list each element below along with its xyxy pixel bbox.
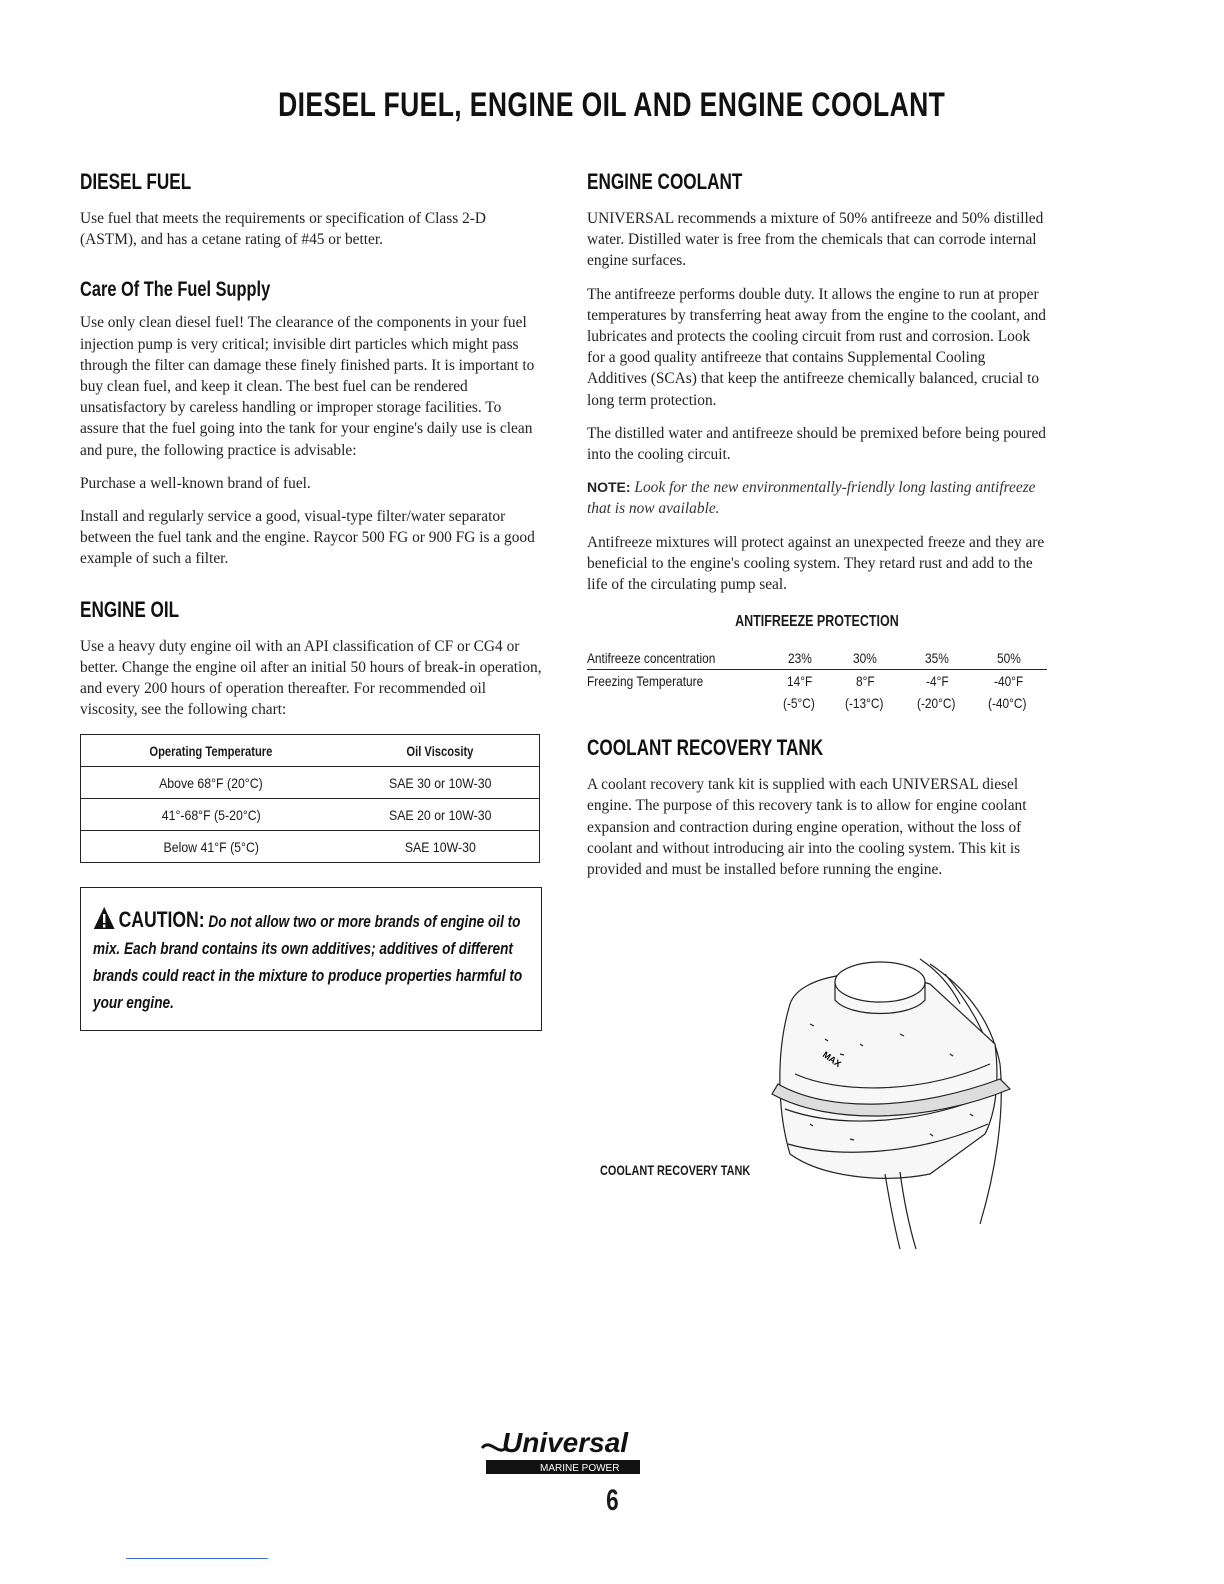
table-cell: -4°F xyxy=(925,673,949,690)
table-row xyxy=(81,799,540,831)
note-label: NOTE: xyxy=(587,479,631,496)
table-cell: SAE 20 or 10W-30 xyxy=(342,799,540,831)
table-cell: Freezing Temperature xyxy=(587,673,704,690)
coolant-paragraph: The antifreeze performs double duty. It allows the engine to run at proper temperatures by transferring heat away from the engine to the coolant, and lubricates and protects the cooling circuit from rust and corrosion. Look for a good quality antifreeze that contains Supplemental Cooling Additives (SCAs) that keep the antifreeze chemically balanced, crucial to long term protection. xyxy=(587,285,1046,409)
coolant-paragraph: Antifreeze mixtures will protect against an unexpected freeze and they are beneficial to the engine's cooling system. They retard rust and add to the life of the circulating pump seal. xyxy=(587,533,1045,594)
table-cell: Antifreeze concentration xyxy=(587,647,772,670)
table-cell: (-40°C) xyxy=(988,695,1027,712)
coolant-tank-figure xyxy=(600,944,1060,1254)
footer-rule xyxy=(126,1558,268,1559)
coolant-paragraph: UNIVERSAL recommends a mixture of 50% antifreeze and 50% distilled water. Distilled water is free from the chemicals that can corrode internal engine surfaces. xyxy=(587,210,1044,270)
table-header: Operating Temperature xyxy=(81,735,342,767)
engine-oil-heading: ENGINE OIL xyxy=(80,596,180,622)
right-column xyxy=(587,168,1047,892)
antifreeze-title: ANTIFREEZE PROTECTION xyxy=(735,613,899,631)
table-cell: SAE 30 or 10W-30 xyxy=(342,767,540,799)
table-cell: (-13°C) xyxy=(844,695,884,712)
table-cell: 23% xyxy=(772,647,831,670)
max-mark: MAX xyxy=(820,1049,843,1070)
universal-logo xyxy=(480,1428,640,1478)
engine-coolant-heading: ENGINE COOLANT xyxy=(587,169,743,194)
table-cell: 30% xyxy=(831,647,903,670)
table-row xyxy=(81,831,540,863)
caution-box xyxy=(80,887,542,1031)
table-cell: (-5°C) xyxy=(782,695,815,712)
table-cell: 8°F xyxy=(856,673,876,690)
table-header: Oil Viscosity xyxy=(342,735,540,767)
care-fuel-heading: Care Of The Fuel Supply xyxy=(80,278,271,302)
table-cell: (-20°C) xyxy=(916,695,956,712)
table-header-row xyxy=(81,735,540,767)
diesel-fuel-intro: Use fuel that meets the requirements or specification of Class 2-D (ASTM), and has a cetane rating of #45 or better. xyxy=(80,210,487,249)
table-row xyxy=(81,767,540,799)
caution-text: Do not allow two or more brands of engine oil to mix. Each brand contains its own additives; additives of different brands could react in the mixture to produce properties harmful to your engine. xyxy=(93,912,523,1013)
table-cell: 50% xyxy=(975,647,1047,670)
care-fuel-paragraph: Install and regularly service a good, visual-type filter/water separator between the fuel tank and the engine. Raycor 500 FG or 900 FG is a good example of such a filter. xyxy=(80,508,535,568)
caution-label: CAUTION: xyxy=(118,907,205,933)
table-row xyxy=(587,647,1047,670)
table-cell: 35% xyxy=(903,647,975,670)
svg-text:MARINE POWER: MARINE POWER xyxy=(540,1463,620,1474)
table-row xyxy=(587,670,1047,693)
recovery-tank-paragraph: A coolant recovery tank kit is supplied with each UNIVERSAL diesel engine. The purpose of this recovery tank is to allow for engine coolant expansion and contraction during engine operation, without the loss of coolant and without introducing air into the cooling system. This kit is provided and must be installed before running the engine. xyxy=(587,776,1027,879)
left-column xyxy=(80,168,542,1031)
table-cell: -40°F xyxy=(993,673,1024,690)
table-cell: Above 68°F (20°C) xyxy=(81,767,342,799)
table-cell xyxy=(587,692,772,714)
table-row xyxy=(587,692,1047,714)
recovery-tank-heading: COOLANT RECOVERY TANK xyxy=(587,735,824,761)
table-cell: Below 41°F (5°C) xyxy=(81,831,342,863)
svg-text:Universal: Universal xyxy=(502,1428,629,1458)
note-text: Look for the new environmentally-friendly long lasting antifreeze that is now available. xyxy=(587,479,1036,518)
table-cell: 41°-68°F (5-20°C) xyxy=(81,799,342,831)
oil-viscosity-table xyxy=(80,734,540,863)
page-number: 6 xyxy=(605,1484,619,1517)
figure-caption: COOLANT RECOVERY TANK xyxy=(600,1162,751,1178)
page-title: DIESEL FUEL, ENGINE OIL AND ENGINE COOLANT xyxy=(278,86,946,124)
diesel-fuel-heading: DIESEL FUEL xyxy=(80,169,192,194)
coolant-note xyxy=(587,477,1047,519)
engine-oil-paragraph: Use a heavy duty engine oil with an API classification of CF or CG4 or better. Change the engine oil after an initial 50 hours of break-in operation, and every 200 hours of operation thereafter. For recommended oil viscosity, see the following chart: xyxy=(80,637,542,719)
table-cell: 14°F xyxy=(786,673,813,690)
warning-triangle-icon xyxy=(93,906,115,930)
care-fuel-paragraph: Purchase a well-known brand of fuel. xyxy=(80,474,311,492)
table-cell: SAE 10W-30 xyxy=(342,831,540,863)
coolant-tank-illustration xyxy=(600,944,1060,1254)
antifreeze-table xyxy=(587,647,1047,714)
care-fuel-paragraph: Use only clean diesel fuel! The clearance of the components in your fuel injection pump is very critical; invisible dirt particles which might pass through the filter can damage these finely finished parts. It is important to buy clean fuel, and keep it clean. The best fuel can be rendered unsatisfactory by careless handling or improper storage facilities. To assure that the fuel going into the tank for your engine's daily use is clean and pure, the following practice is advisable: xyxy=(80,314,535,459)
coolant-paragraph: The distilled water and antifreeze should be premixed before being poured into the cooling circuit. xyxy=(587,424,1046,464)
